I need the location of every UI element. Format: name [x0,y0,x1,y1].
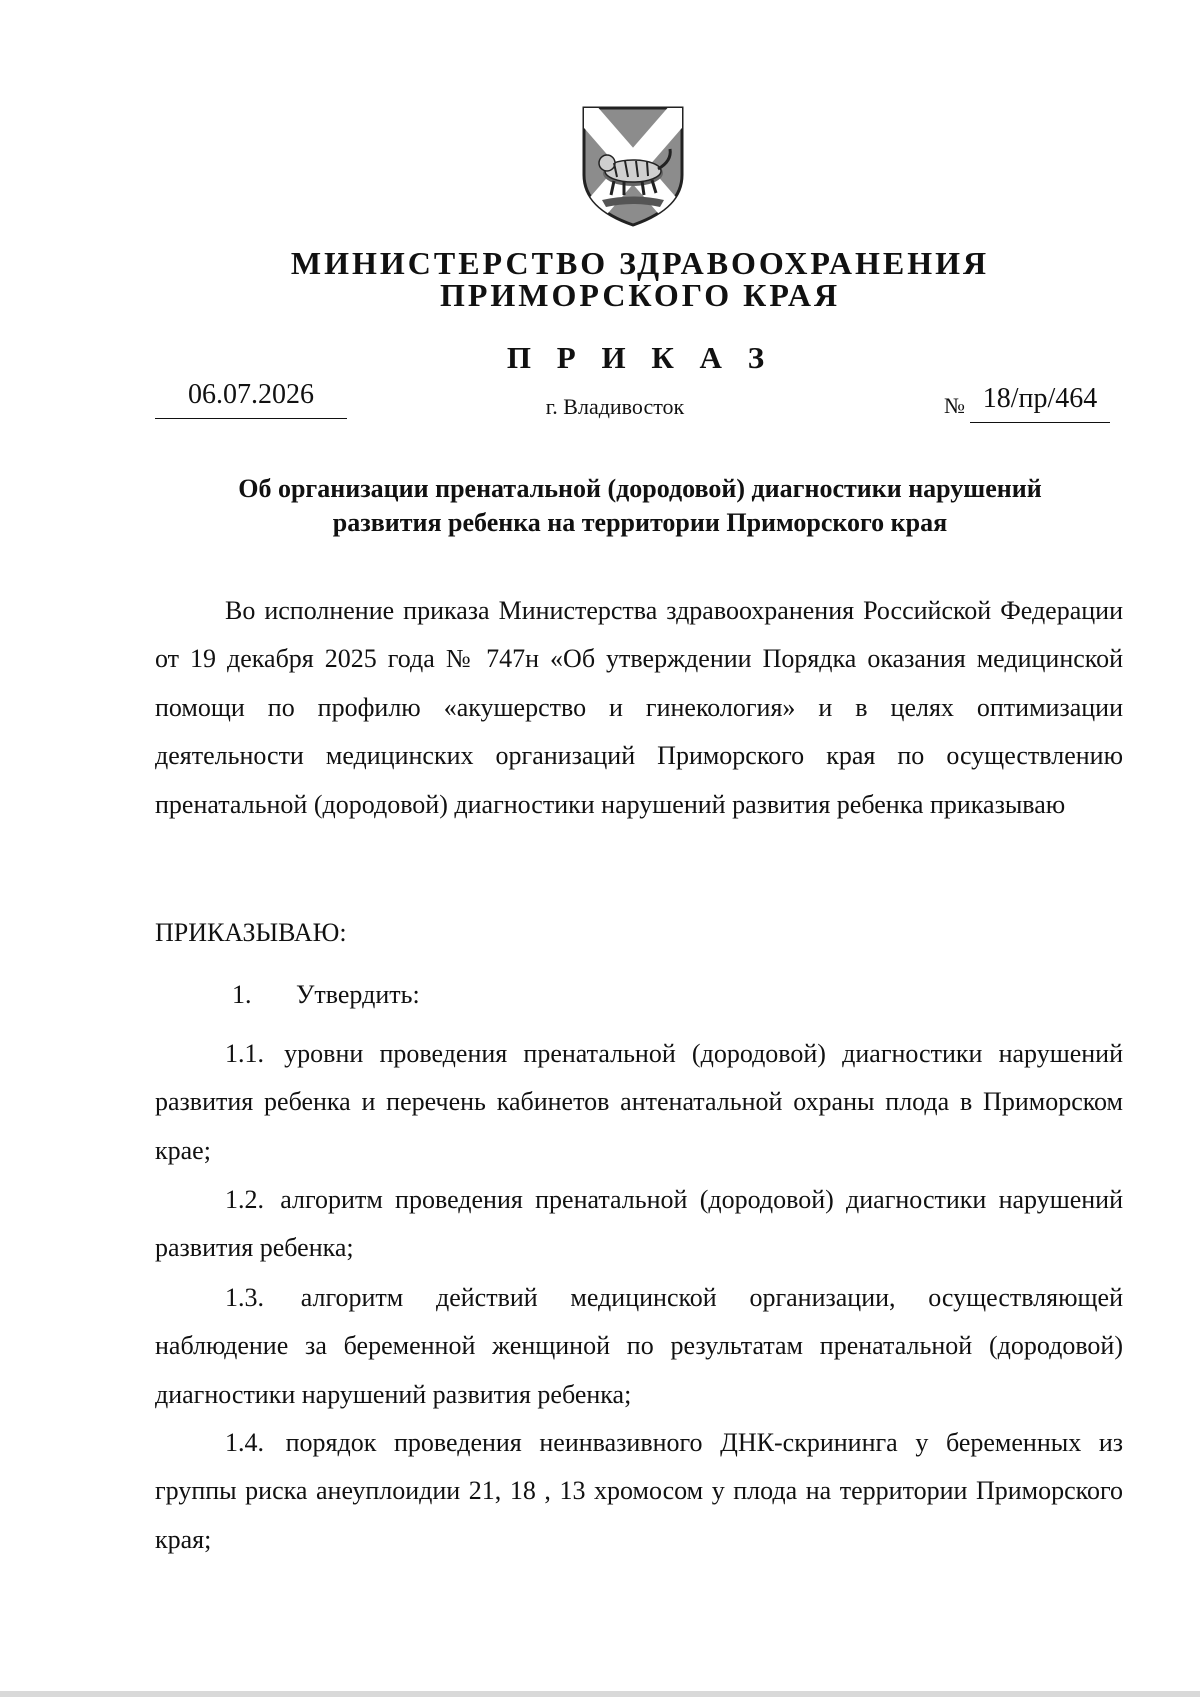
number-underline [970,422,1110,423]
sub-item-number: 1.4. [225,1428,264,1457]
sub-item-text: уровни проведения пренатальной (дородовой) диагностики нарушений развития ребенка и перечень кабинетов антенатальной охраны плода в Приморском крае; [155,1039,1123,1165]
item-1-number: 1. [232,980,252,1009]
order-city: г. Владивосток [545,394,685,419]
sub-item-1-4 [155,1419,1123,1564]
sub-item-1-3 [155,1274,1123,1419]
ministry-name-line1: МИНИСТЕРСТВО ЗДРАВООХРАНЕНИЯ [290,245,990,281]
sub-item-1-1 [155,1030,1123,1175]
sub-item-text: порядок проведения неинвазивного ДНК-скрининга у беременных из группы риска анеуплоидии 21, 18 , 13 хромосом у плода на территории Приморского края; [155,1428,1124,1554]
sub-item-1-2 [155,1176,1123,1273]
order-number: 18/пр/464 [982,383,1098,414]
item-1 [232,975,420,1015]
order-date: 06.07.2026 [188,379,314,410]
scan-edge-strip [0,1691,1200,1697]
item-1-text: Утвердить: [296,980,420,1009]
preamble-paragraph: Во исполнение приказа Министерства здравоохранения Российской Федерации от 19 декабря 2025 года № 747н «Об утверждении Порядка оказания медицинской помощи по профилю «акушерство и гинекология» и в целях оптимизации деятельности медицинских организаций Приморского края по осуществлению пренатальной (дородовой) диагностики нарушений развития ребенка приказываю [155,596,1123,819]
sub-item-text: алгоритм проведения пренатальной (дородовой) диагностики нарушений развития ребенка; [155,1185,1123,1263]
sub-item-number: 1.1. [225,1039,264,1068]
sub-item-number: 1.3. [225,1283,264,1312]
document-title-line2: развития ребенка на территории Приморского края [332,508,948,537]
number-sign: № [944,393,965,418]
sub-item-number: 1.2. [225,1185,264,1214]
order-word: ПРИКАЗЫВАЮ: [155,918,347,947]
sub-item-text: алгоритм действий медицинской организации, осуществляющей наблюдение за беременной женщиной по результатам пренатальной (дородовой) диагностики нарушений развития ребенка; [155,1283,1123,1409]
document-title-line1: Об организации пренатальной (дородовой) диагностики нарушений [238,474,1042,503]
coat-of-arms-icon [580,105,686,227]
document-type: П Р И К А З [506,340,774,375]
ministry-name-line2: ПРИМОРСКОГО КРАЯ [439,277,841,313]
